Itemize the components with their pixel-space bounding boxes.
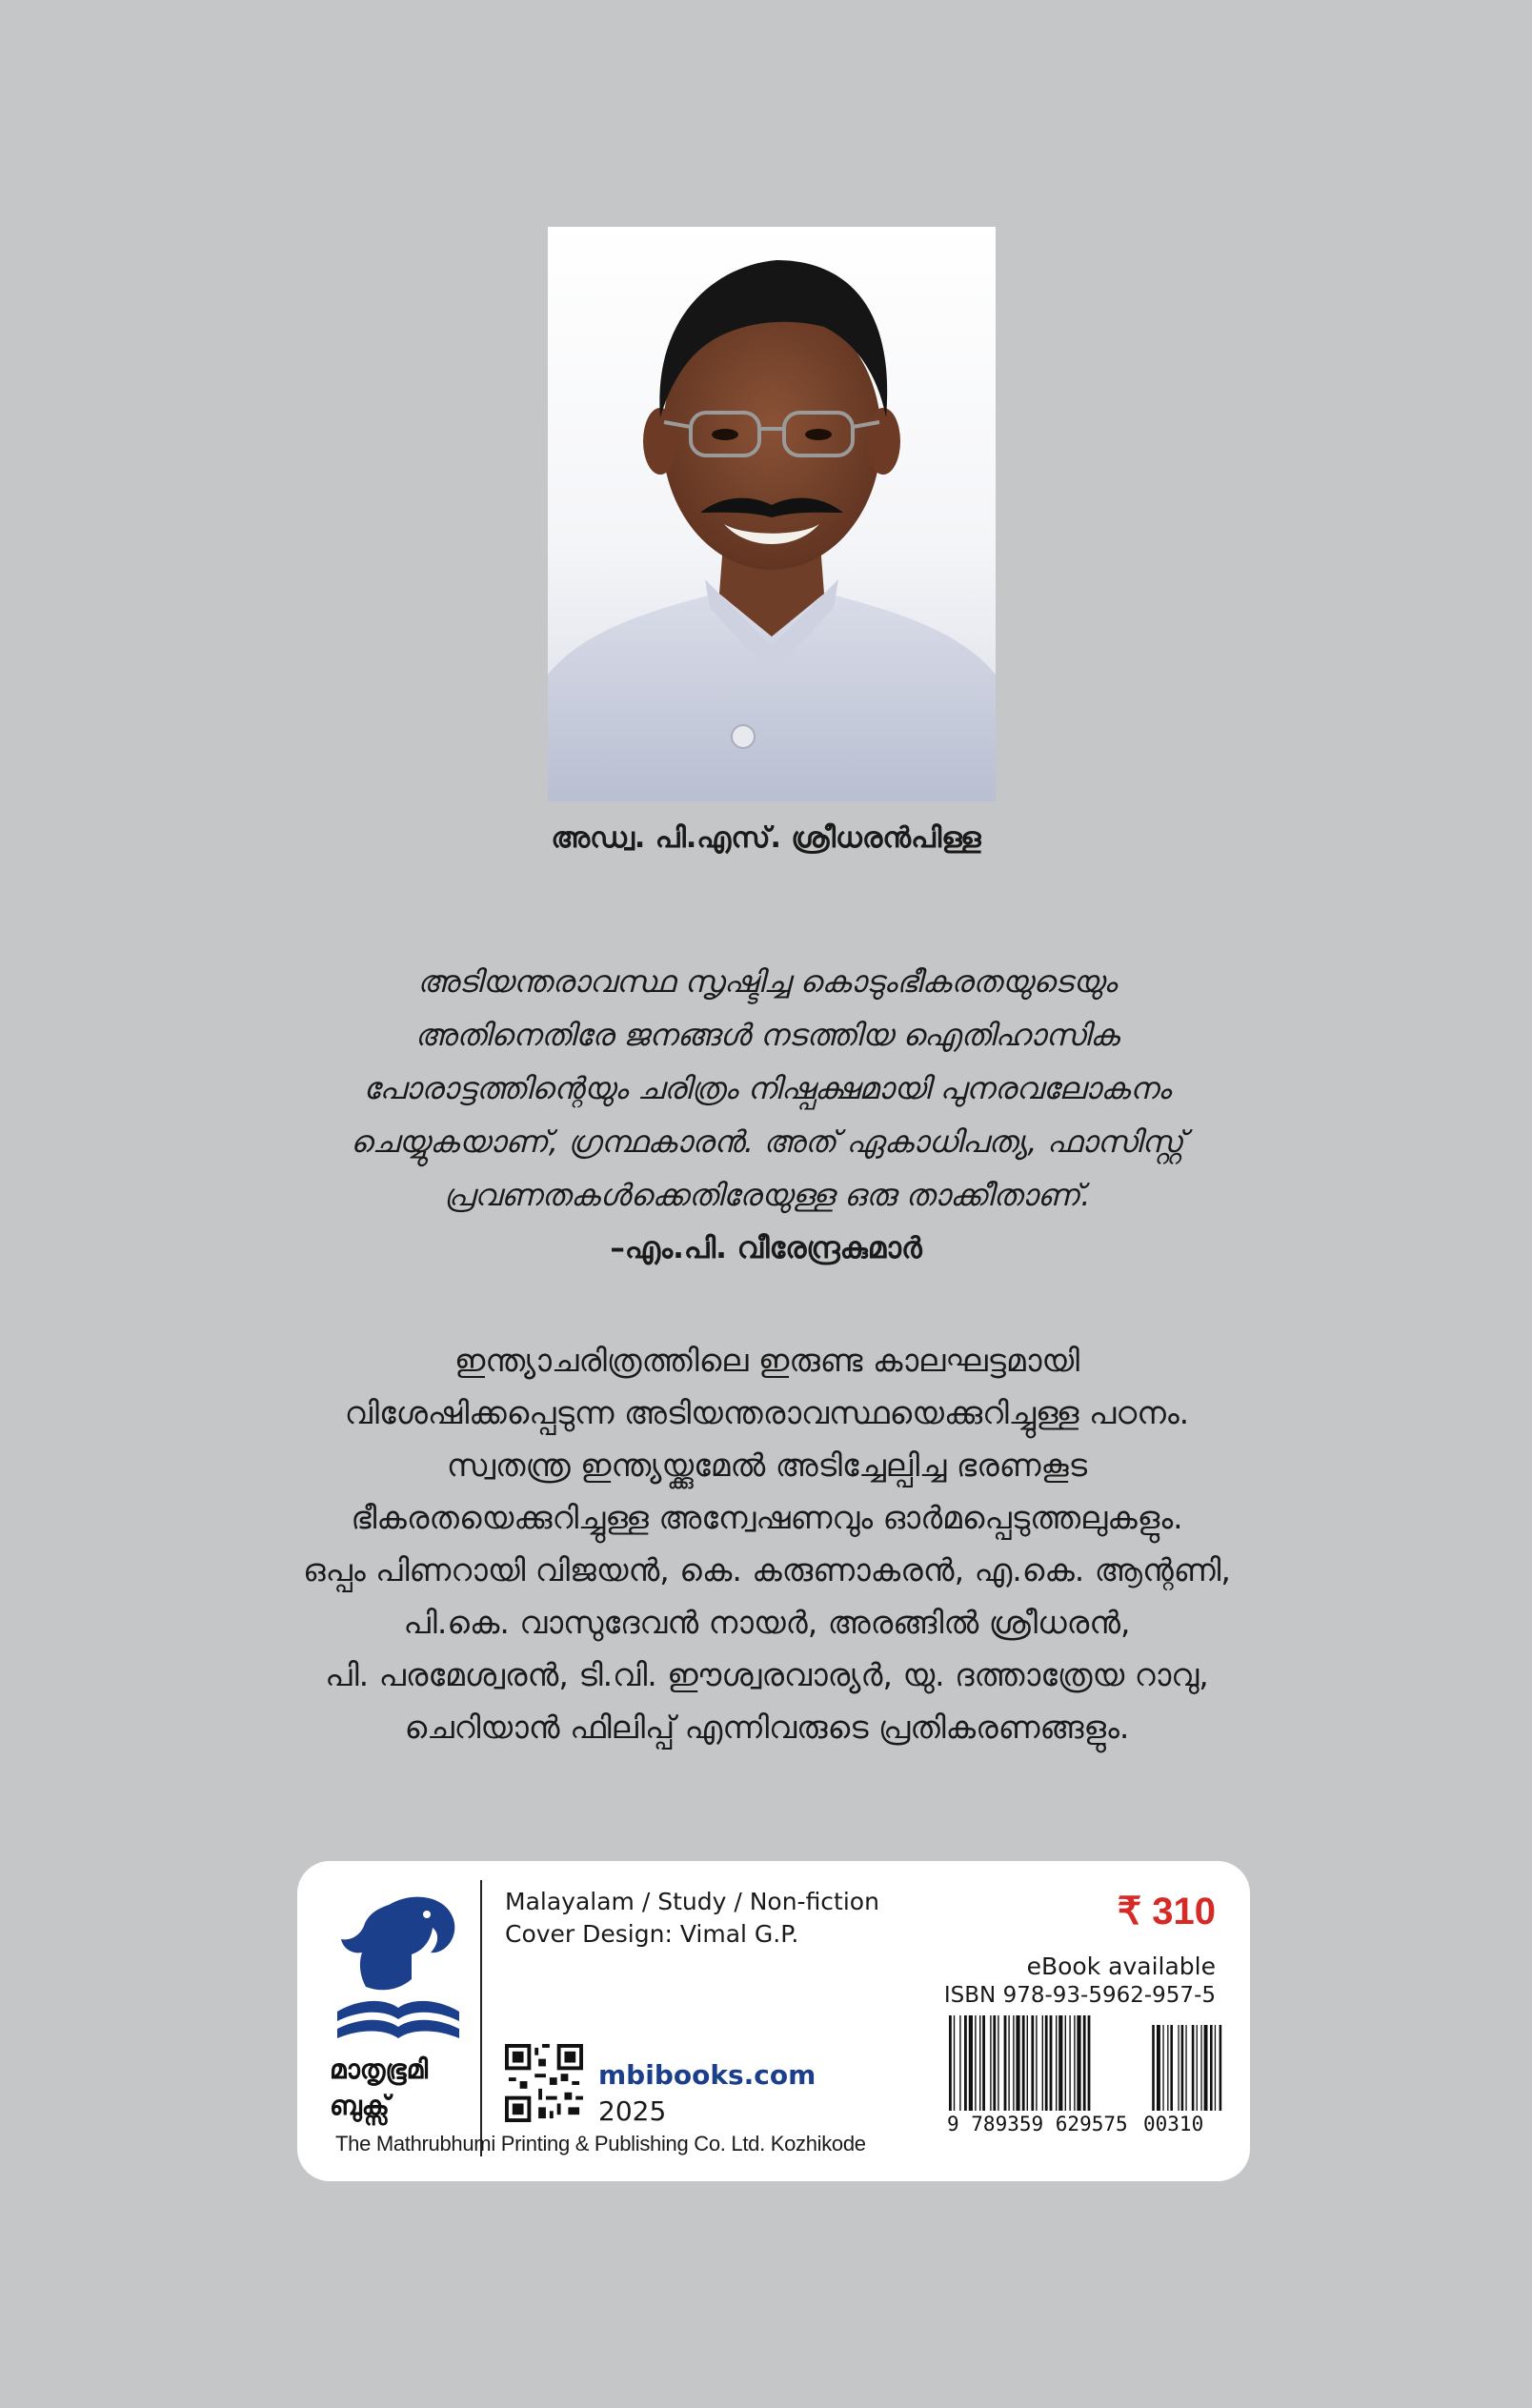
blurb-line: ചെറിയാൻ ഫിലിപ്പ് എന്നിവരുടെ പ്രതികരണങ്ങളും. [404, 1709, 1130, 1746]
publication-year: 2025 [598, 2095, 667, 2127]
barcode-icon [947, 2015, 1223, 2111]
blurb-line: ഭീകരതയെക്കുറിച്ചുള്ള അന്വേഷണവും ഓർമപ്പെടുത്തലുകളും. [351, 1499, 1183, 1536]
blurb-line: സ്വതന്ത്ര ഇന്ത്യയ്ക്കുമേൽ അടിച്ചേല്പിച്ച ഭരണകൂട [446, 1447, 1088, 1484]
barcode-addon-digits: 00310 [1143, 2113, 1204, 2135]
blurb-line: പി.കെ. വാസുദേവൻ നായർ, അരങ്ങിൽ ശ്രീധരൻ, [403, 1604, 1131, 1641]
quote-line: അതിനെതിരേ ജനങ്ങൾ നടത്തിയ ഐതിഹാസിക [414, 1017, 1119, 1053]
logo-line: മാതൃഭൂമി [330, 2054, 429, 2085]
blurb-line: വിശേഷിക്കപ്പെടുന്ന അടിയന്തരാവസ്ഥയെക്കുറിച്ചുള്ള പഠനം. [344, 1394, 1190, 1431]
quote-block [243, 955, 1291, 1222]
author-portrait-illustration [548, 227, 996, 801]
cover-design-credit: Cover Design: Vimal G.P. [505, 1920, 799, 1948]
price-label: ₹ 310 [1117, 1891, 1216, 1932]
quote-line: പോരാട്ടത്തിന്റെയും ചരിത്രം നിഷ്പക്ഷമായി പുനരവലോകനം [363, 1070, 1171, 1106]
blurb-line: ഒപ്പം പിണറായി വിജയൻ, കെ. കരുണാകരൻ, എ.കെ. ആന്റണി, [303, 1551, 1231, 1588]
quote-line: അടിയന്തരാവസ്ഥ സൃഷ്ടിച്ച കൊടുംഭീകരതയുടെയും [417, 963, 1117, 1000]
blurb-block [233, 1334, 1300, 1753]
book-details [505, 1886, 879, 1951]
quote-line: ചെയ്യുകയാണ്, ഗ്രന്ഥകാരൻ. അത് ഏകാധിപത്യ, ഫാസിസ്റ്റ് [350, 1123, 1184, 1160]
divider [480, 1880, 482, 2156]
author-caption: അഡ്വ. പി.എസ്. ശ്രീധരൻപിള്ള [551, 821, 981, 855]
elephant-logo-icon [332, 1886, 465, 2053]
isbn-label: ISBN 978-93-5962-957-5 [943, 1983, 1216, 2008]
quote-line: പ്രവണതകൾക്കെതിരേയുള്ള ഒരു താക്കീതാണ്. [443, 1177, 1091, 1213]
ebook-available-label: eBook available [1026, 1953, 1216, 1980]
barcode-digits: 9 789359 629575 [947, 2113, 1128, 2135]
genre-text: Malayalam / Study / Non-fiction [505, 1888, 879, 1915]
publisher-info-box [297, 1861, 1250, 2181]
blurb-line: ഇന്ത്യാചരിത്രത്തിലെ ഇരുണ്ട കാലഘട്ടമായി [454, 1342, 1080, 1379]
qr-code-icon[interactable] [505, 2044, 583, 2122]
publisher-name: The Mathrubhumi Printing & Publishing Co. Ltd. Kozhikode [335, 2132, 866, 2155]
quote-author: –എം.പി. വീരേന്ദ്രകുമാർ [610, 1231, 922, 1265]
logo-line: ബുക്സ് [330, 2090, 390, 2121]
blurb-line: പി. പരമേശ്വരൻ, ടി.വി. ഈശ്വരവാര്യർ, യു. ദത്താത്രേയ റാവു, [325, 1656, 1209, 1693]
website-link[interactable]: mbibooks.com [598, 2059, 816, 2091]
logo-wordmark [330, 2052, 463, 2124]
author-photo [548, 227, 996, 801]
